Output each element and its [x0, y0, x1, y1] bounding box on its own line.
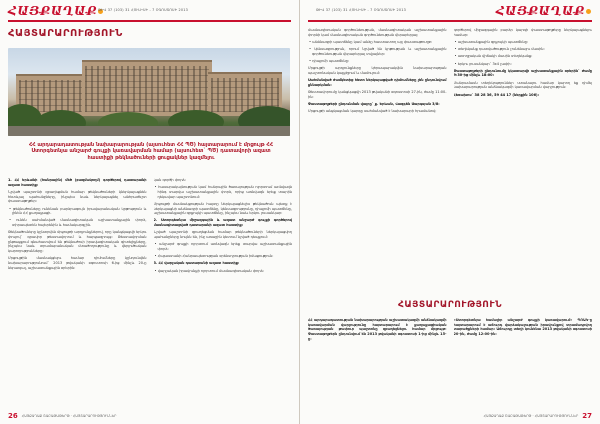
- bold-paragraph: Փաստաթղթերի ընդունման վայրը` ք. Երևան, Վազգեն Սարգսյան 3/8:: [308, 101, 440, 106]
- bold-paragraph: 1. ՀՀ Երևանի (հանրային) մեծ (բազմակողմ) գործերով դատարանի ազատ հաստիք:: [8, 178, 147, 187]
- page-footer: [484, 412, 592, 420]
- page-number: 27: [582, 412, 592, 420]
- bullet-item: • վարչական իրավունքի ոլորտում մասնագիտական փորձ:: [154, 269, 293, 274]
- paragraph: Թեկնածուները կընտրվեն մրցույթի արդյունքներով, որը կանցկացվի երկու փուլով` գրավոր թեստավորում և հարցազրույց: Թեստավորման ընթացքում գնահատվում են թեկնածուի իրավագիտական գիտելիքները, ինչպես նաև տրամաբանական մտածողությունը և վերլուծական կարողությունները:: [8, 230, 147, 254]
- building-photo: [8, 48, 290, 136]
- bullet-item: • տեղեկանք դատվածություն չունենալու մասին:: [454, 47, 593, 52]
- right-column-1: [308, 28, 447, 290]
- bullet-item: • Հայաստանի Հանրապետության օրենսդրության իմացություն:: [154, 254, 293, 259]
- bullet-item: • հասարակայնության կամ հանրային ծառայության ոլորտում առնվազն հինգ տարվա աշխատանքային փորձ, որից առնվազն երեք տարին ղեկավար պաշտոնում:: [154, 185, 293, 199]
- bullet-item: • անշարժ գույքի ոլորտում առնվազն երեք տարվա աշխատանքային փորձ:: [154, 242, 293, 251]
- right-page: [300, 0, 600, 424]
- issue-line: ԹԻՎ 37 (103) 31 ՀՈՒԼԻՍԻ - 7 ՕԳՈՍՏՈՍԻ 2013: [316, 8, 406, 12]
- page-number: 26: [8, 412, 18, 420]
- section-title: ՀԱՅՏԱՐԱՐՈՒԹՅՈՒՆ: [8, 28, 123, 39]
- left-column-1: [8, 178, 147, 410]
- bullet-item: • աշխատանքային գրքույկի պատճենը:: [454, 40, 593, 45]
- paragraph: մասնագիտական գործունեության, մասնագիտական աշխատանքային փորձի կամ մասնագիտական գործունեության վերաբերյալ:: [308, 28, 447, 37]
- paragraph: Մրցույթի անցկացման կարգը սահմանված է նախարարի հրամանով:: [308, 109, 437, 114]
- paragraph: Նշված պաշտոնի զբաղեցման համար թեկնածուների կներկայացնեն հետևյալ պահանջները, ինչպես նաև ներկայացնել անհրաժեշտ փաստաթղթեր:: [8, 189, 147, 204]
- paragraph: Մանրամասն տեղեկություններ ստանալու համար կարող եք դիմել նախարարության անձնակազմի կառավարման վարչություն:: [453, 80, 592, 90]
- section-title: ՀԱՅՏԱՐԱՐՈՒԹՅՈՒՆ: [397, 300, 503, 310]
- paragraph: Մրցույթին մասնակցելու համար դիմումները կընդունվեն նախարարությունում` 2013 թվականի օգոստոսի 6-ից մինչև 20-ը ներառյալ, աշխատանքային օրերին:: [8, 256, 147, 270]
- left-body-columns: [8, 178, 292, 410]
- bullet-item: • թեկնածուները ունենան բարձրագույն իրավաբանական կրթություն և լինեն ՀՀ քաղաքացի.: [8, 207, 147, 216]
- paragraph: Մրցույթի մասնակցության հայտը ներկայացնելիս թեկնածուն պետք է ներկայացնի անձնագրի պատճենը, կենսագրությունը, դիպլոմի պատճենը, աշխատանքային գրքույկի պատճենը, ինչպես նաև երկու լուսանկար:: [153, 201, 292, 216]
- header-rule: [308, 20, 592, 22]
- right-body-columns: [308, 28, 592, 290]
- bullet-item: • դիպլոմի պատճենը:: [308, 59, 447, 64]
- paragraph: կան գործի փորձ:: [153, 178, 186, 182]
- building-main: [82, 60, 212, 116]
- bold-paragraph: Փաստաթղթերի ընդունումը կկատարվի աշխատանքային օրերին` ժամը 9:30-ից մինչև 18:00:: [453, 68, 592, 78]
- bottom-column-1: ՀՀ արդարադատության նախարարության աշխատակազմի անձնակազմի կառավարման վարչությունը հայտարարում է քաղաքացիական ծառայության թափուր պաշտոնը զբաղեցնելու համար մրցույթ: Փաստաթղթերն ընդունվում են 2013 թվականի օգոստոսի 1-ից մինչև 15-ը:: [308, 318, 447, 341]
- bottom-column-2: «Ստորգետնյա համալիր անշարժ գույքի կառավարում» ՊՈԱԿ-ը հայտարարում է աճուրդ վարձակալության իրավունքով տրամադրվող տարածքների համար: Աճուրդը տեղի կունենա 2013 թվականի օգոստոսի 20-ին, ժամը 12:00-ին:: [453, 318, 592, 337]
- bold-paragraph: 2. Ստորգետնյա միջազգային և ազատ անշարժ գույքի գործերով մասնագիտացված դատարանի ազատ հաստիք:: [153, 218, 292, 228]
- left-column-2: [154, 178, 293, 410]
- masthead-logo: ՀԱՅՔԱՂԱՔ: [8, 4, 104, 18]
- header-rule: [8, 20, 291, 22]
- bullet-item: • առողջական վիճակի մասին տեղեկանք:: [454, 54, 593, 59]
- right-bottom-columns: [308, 318, 592, 410]
- bullet-item: • ունեն սահմանված մասնագիտական աշխատանքային փորձ, տիրապետեն հայերենին և համակարգչին.: [8, 218, 147, 227]
- paragraph: Թեստավորումը կանցկացվի 2013 թվականի օգոստոսի 27-ին, ժամը 11:00-ին:: [308, 90, 447, 99]
- bullet-item: • երկու լուսանկար` 3x4 չափի:: [454, 62, 593, 67]
- logo-dot-icon: [586, 9, 591, 14]
- right-column-2: [454, 28, 593, 290]
- issue-line: ԹԻՎ 37 (103) 31 ՀՈՒԼԻՍԻ - 7 ՕԳՈՍՏՈՍԻ 2013: [98, 8, 188, 12]
- paragraph: Նշված պաշտոնի զբաղեցման համար թեկնածուների ներկայացվող պահանջները նույնն են, ինչ առաջին կետում նշված դեպքում:: [153, 230, 292, 240]
- bullet-item: • անձնագրի պատճենը կամ անձը հաստատող այլ փաստաթուղթ:: [308, 40, 447, 45]
- announcement-subhead: ՀՀ արդարադատության նախարարության (այսուհետ ՀՀ ՊԾ) հայտարարում է մրցույթ ՀՀ Ստորգետնյա անշարժ գույքի կառավարման համար (այսուհետ` ՊԾ) դատավորի ազատ հաստիքի թեկնածուների ցուցակներ կազմելու: [28, 142, 274, 161]
- bullet-item: • կենսագրություն, որում նշված են կրթության և աշխատանքային գործունեության վերաբերյալ տվյալներ:: [308, 47, 447, 56]
- bold-paragraph: 3. ՀՀ վարչական դատարանի ազատ հաստիք:: [153, 261, 240, 266]
- masthead-logo: ՀԱՅՔԱՂԱՔ: [496, 4, 592, 18]
- footer-text: ՀԱՅՔԱՂԱՔ ՇԱԲԱԹԱԹԵՐԹ · ՀԱՅՏԱՐԱՐՈՒԹՅՈՒՆՆԵՐ: [21, 414, 117, 418]
- bold-paragraph: Հեռախոս` 38 28 36, 59 44 17 (ներքին 106):: [453, 92, 540, 97]
- paragraph: գործերով միջազգային բարձր կարգի փաստաթղթերը ներկայացնելու համար:: [453, 28, 592, 37]
- footer-text: ՀԱՅՔԱՂԱՔ ՇԱԲԱԹԱԹԵՐԹ · ՀԱՅՏԱՐԱՐՈՒԹՅՈՒՆՆԵՐ: [483, 414, 579, 418]
- paragraph: Մրցույթի արդյունքները կհրապարակվեն նախարարության պաշտոնական կայքէջում և մամուլում:: [308, 66, 447, 75]
- bold-paragraph: Սահմանված ժամկետից հետո ներկայացված դիմումները չեն ընդունվում քննարկման:: [308, 78, 447, 87]
- page-footer: [8, 412, 116, 420]
